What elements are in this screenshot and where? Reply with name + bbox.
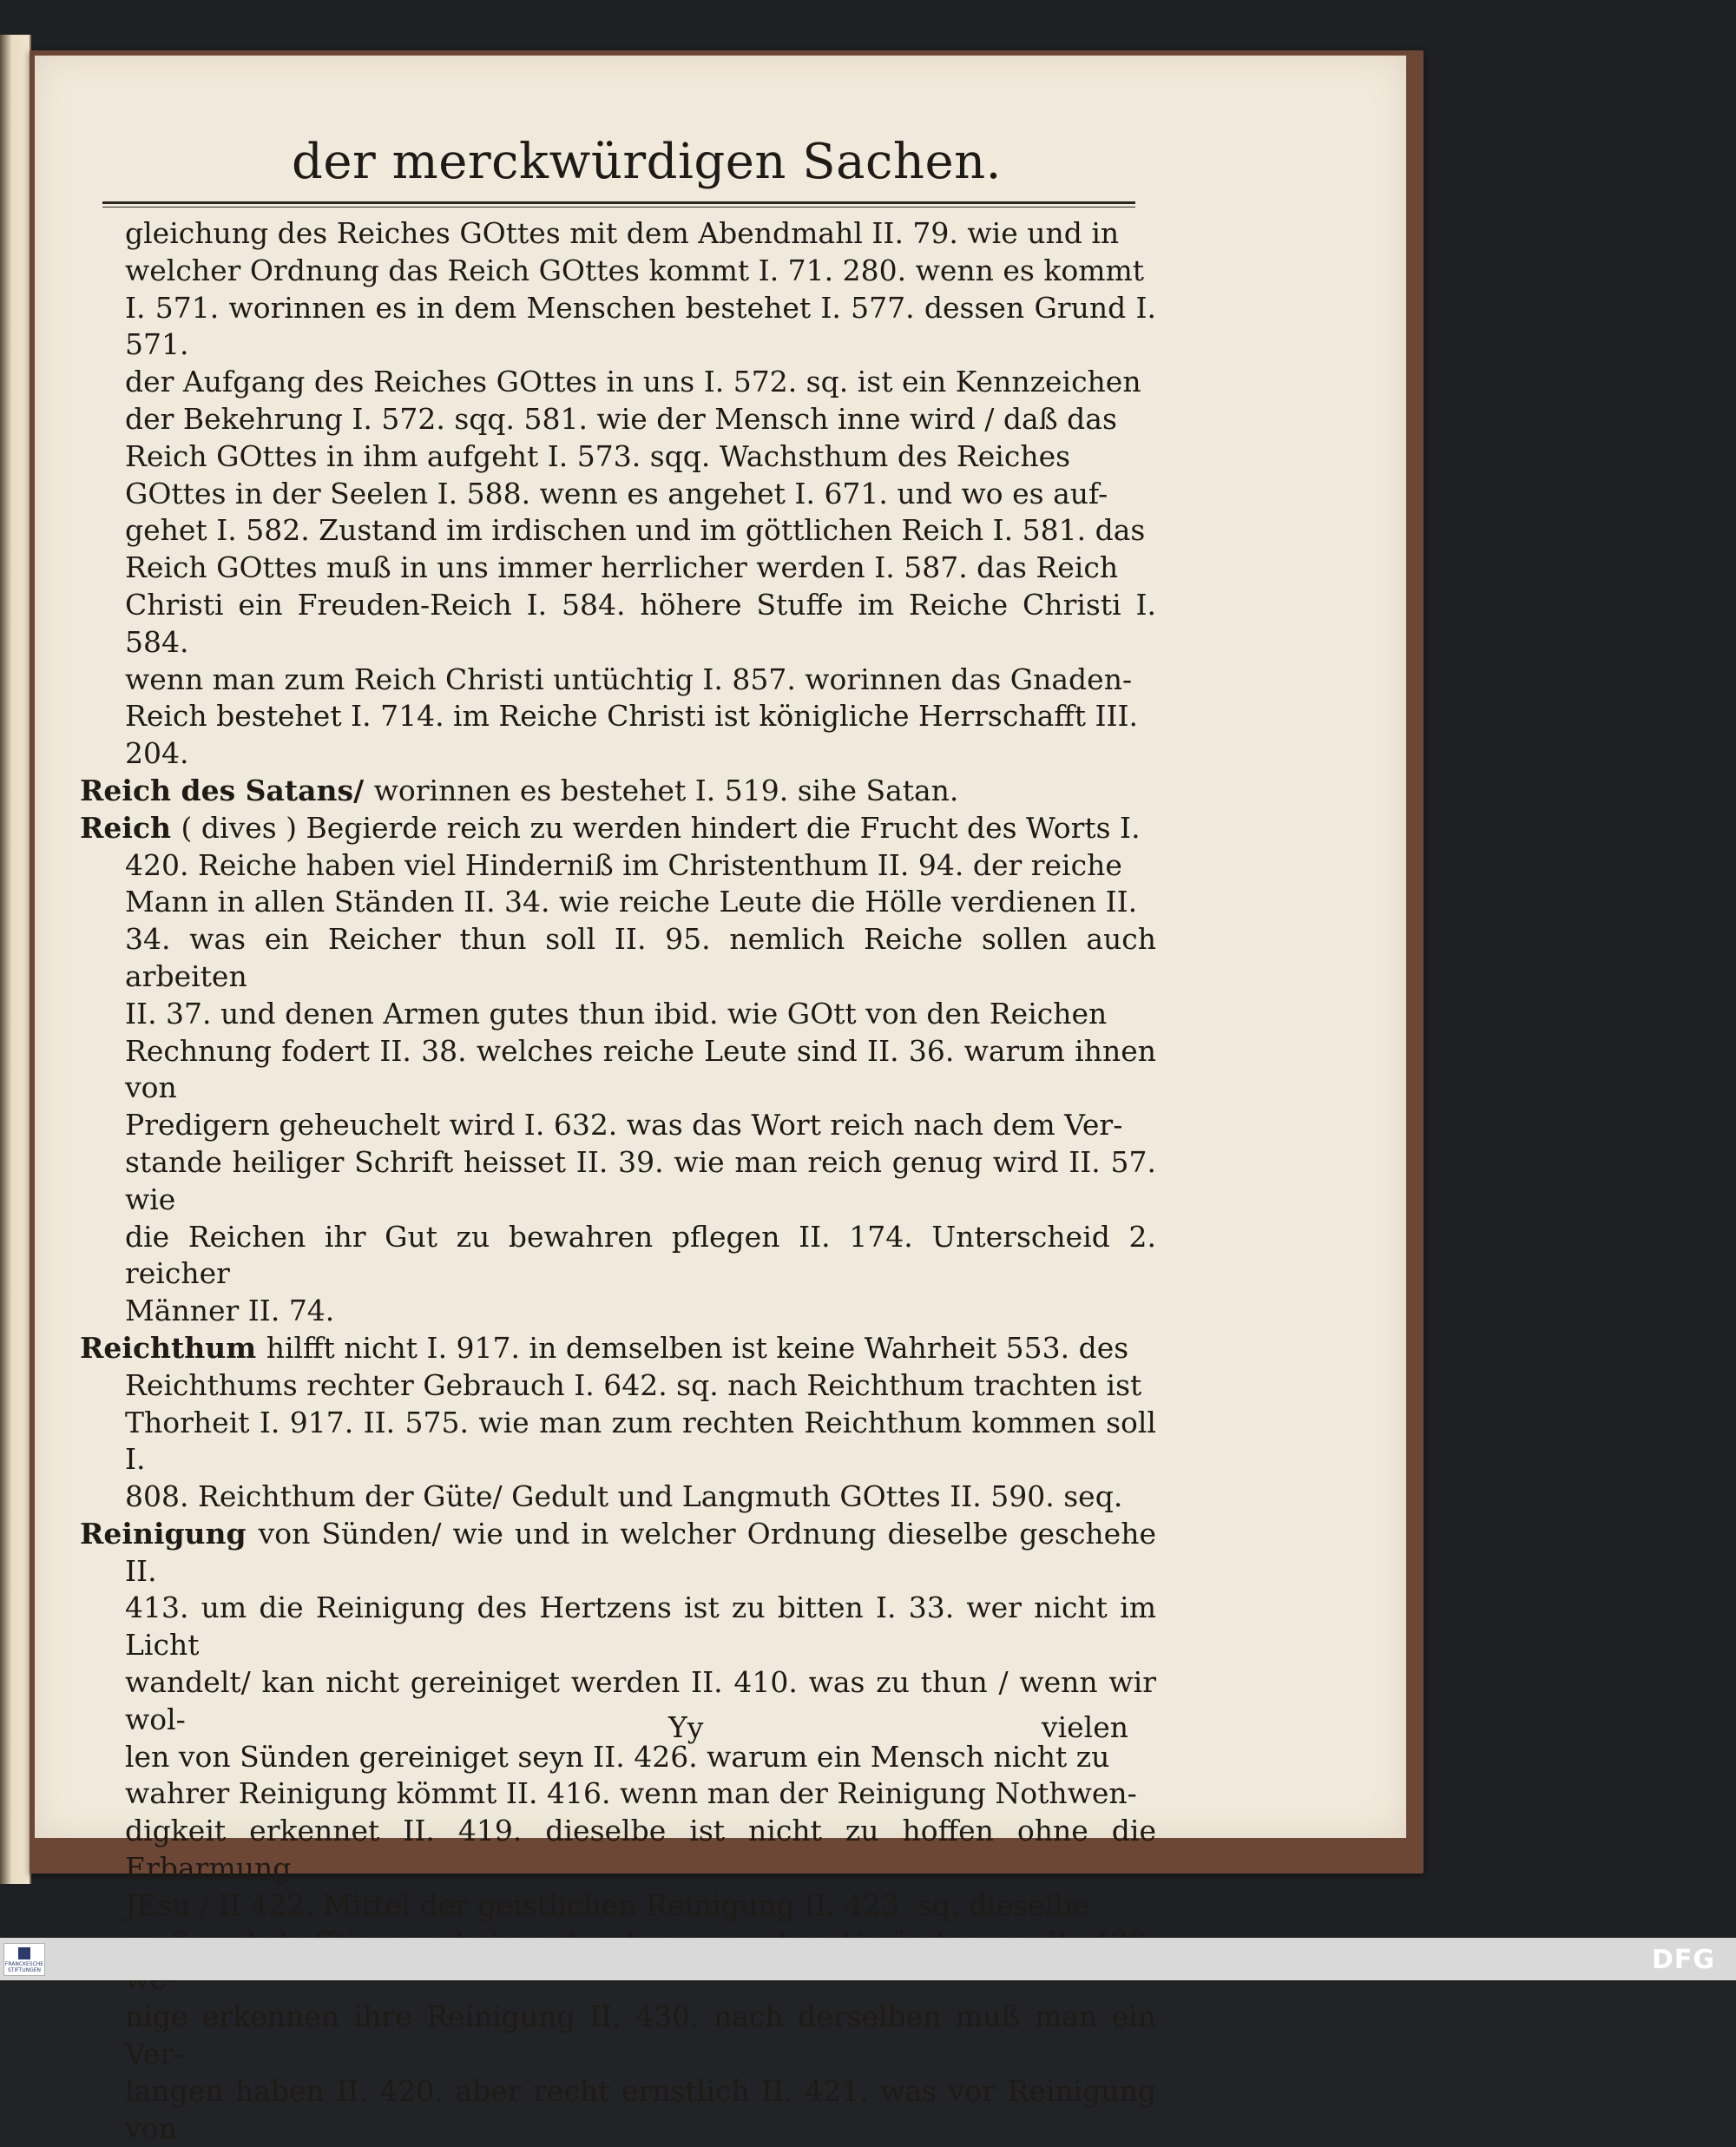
entry-line: gleichung des Reiches GOttes mit dem Abendmahl II. 79. wie und in [125,216,1120,250]
institution-logo-icon [18,1947,30,1959]
entry-line: 808. Reichthum der Güte/ Gedult und Langmuth GOttes II. 590. seq. [125,1479,1123,1514]
signature-mark: Yy [668,1710,704,1744]
entry-line: stande heiliger Schrift heisset II. 39. wie man reich genug wird II. 57. wie [125,1144,1156,1216]
entry-lemma: Reich [80,810,181,845]
entry-line: wenn man zum Reich Christi untüchtig I. 857. worinnen das Gnaden- [125,662,1133,696]
entry-line: gehet I. 582. Zustand im irdischen und im göttlichen Reich I. 581. das [125,513,1146,548]
index-entry [80,810,1156,1330]
entry-lemma: Reichthum [80,1330,266,1365]
running-head: der merckwürdigen Sachen. [292,134,1002,190]
entry-line: Reichthums rechter Gebrauch I. 642. sq. nach Reichthum trachten ist [125,1367,1142,1402]
entry-line: die Reichen ihr Gut zu bewahren pflegen II. 174. Unterscheid 2. reicher [125,1219,1156,1291]
entry-line: GOttes in der Seelen I. 588. wenn es angehet I. 671. und wo es auf- [125,476,1108,510]
entry-line: Thorheit I. 917. II. 575. wie man zum rechten Reichthum kommen soll I. [125,1405,1156,1477]
entry-line: Christi ein Freuden-Reich I. 584. höhere Stuffe im Reiche Christi I. 584. [125,587,1156,659]
entry-line: langen haben II. 420. aber recht ernstlich II. 421. was vor Reinigung von [125,2073,1156,2145]
entry-line: Reich ( dives ) Begierde reich zu werden hindert die Frucht des Worts I. [80,810,1141,845]
institution-logo-text: FRANCKESCHE STIFTUNGEN [4,1961,44,1973]
entry-line: Reichthum hilfft nicht I. 917. in demselben ist keine Wahrheit 553. des [80,1330,1129,1365]
page-footer [642,1710,1128,1750]
entry-line: Reich GOttes muß in uns immer herrlicher werden I. 587. das Reich [125,550,1119,585]
entry-line: welcher Ordnung das Reich GOttes kommt I. 71. 280. wenn es kommt [125,253,1145,287]
entry-line: nige erkennen ihre Reinigung II. 430. nach derselben muß man ein Ver- [125,1999,1156,2071]
entry-line: Reich GOttes in ihm aufgeht I. 573. sqq. Wachsthum des Reiches [125,438,1071,473]
entry-line: Mann in allen Ständen II. 34. wie reiche Leute die Hölle verdienen II. [125,885,1138,919]
head-rule [102,201,1135,204]
entry-line: wahrer Reinigung kömmt II. 416. wenn man der Reinigung Nothwen- [125,1776,1137,1811]
entry-line: JEsu / II 422. Mittel der geistlichen Reinigung II. 423. sq. dieselbe [125,1887,1089,1922]
entry-line: 420. Reiche haben viel Hinderniß im Christenthum II. 94. der reiche [125,847,1122,882]
entry-line: Männer II. 74. [125,1294,335,1328]
entry-line: digkeit erkennet II. 419. dieselbe ist nicht zu hoffen ohne die Erbarmung [125,1814,1156,1886]
entry-line: Reinigung von Sünden/ wie und in welcher Ordnung dieselbe geschehe II. [80,1516,1156,1588]
index-entry [80,1516,1156,2147]
index-entry [80,1330,1156,1516]
entry-line: Rechnung fodert II. 38. welches reiche Leute sind II. 36. warum ihnen von [125,1033,1156,1105]
index-body [80,215,1156,2147]
entry-line: der Aufgang des Reiches GOttes in uns I. 572. sq. ist ein Kennzeichen [125,365,1141,399]
catchword: vielen [1041,1710,1128,1744]
facing-page-edge [0,35,31,1884]
entry-lemma: Reich des Satans/ [80,773,374,807]
entry-lemma: Reinigung [80,1516,259,1551]
entry-line: 413. um die Reinigung des Hertzens ist zu bitten I. 33. wer nicht im Licht [125,1590,1156,1663]
book-page [35,56,1406,2145]
entry-line: I. 571. worinnen es in dem Menschen bestehet I. 577. dessen Grund I. 571. [125,290,1156,362]
index-entry [80,773,1156,810]
entry-line: Predigern geheuchelt wird I. 632. was das Wort reich nach dem Ver- [125,1108,1123,1143]
entry-line: II. 37. und denen Armen gutes thun ibid. wie GOtt von den Reichen [125,996,1108,1031]
index-entry [80,215,1156,773]
entry-line: Reich bestehet I. 714. im Reiche Christi ist königliche Herrschafft III. [125,699,1139,734]
viewer-bottom-bar [0,1938,1736,1980]
entry-line: 34. was ein Reicher thun soll II. 95. nemlich Reiche sollen auch arbeiten [125,922,1156,993]
institution-logo[interactable] [3,1943,45,1976]
entry-line: wandelt/ kan nicht gereiniget werden II. 410. was zu thun / wenn wir wol- [125,1665,1156,1736]
entry-line: der Bekehrung I. 572. sqq. 581. wie der Mensch inne wird / daß das [125,401,1117,436]
entry-line: Reich des Satans/ worinnen es bestehet I. 519. sihe Satan. [80,773,959,807]
dfg-logo[interactable]: DFG [1651,1945,1715,1975]
entry-line: len von Sünden gereiniget seyn II. 426. warum ein Mensch nicht zu [125,1739,1110,1774]
entry-line: 204. [125,736,189,771]
